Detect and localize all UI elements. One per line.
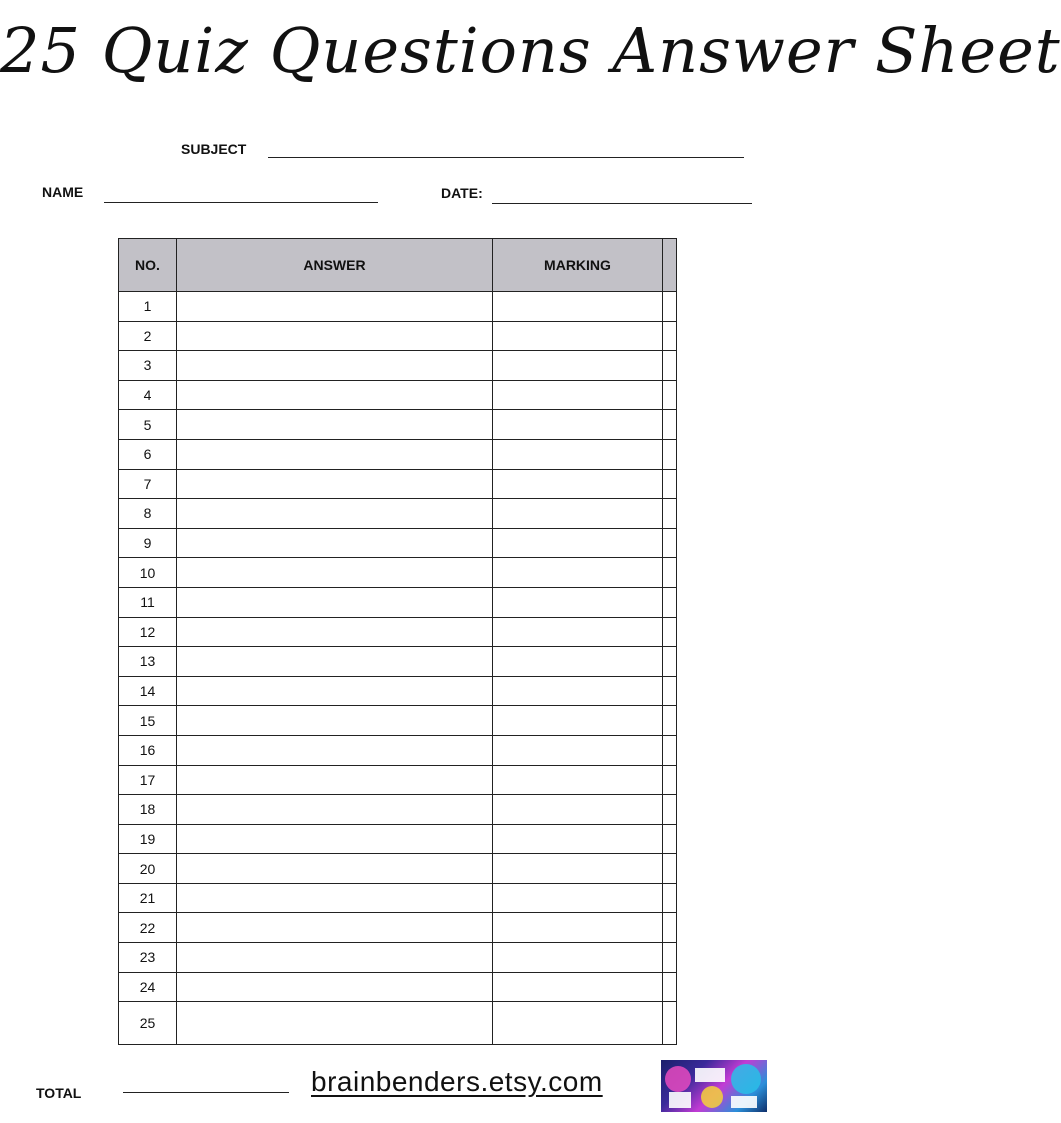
row-number: 9: [119, 528, 177, 558]
product-thumbnail-image: [661, 1060, 767, 1112]
table-row: [119, 854, 677, 884]
table-row: [119, 617, 677, 647]
marking-cell[interactable]: [493, 1002, 663, 1045]
marking-cell[interactable]: [493, 321, 663, 351]
table-body: [119, 292, 677, 1045]
table-header-row: [119, 239, 677, 292]
answer-cell[interactable]: [177, 883, 493, 913]
spacer-cell: [663, 587, 677, 617]
table-row: [119, 558, 677, 588]
row-number: 11: [119, 587, 177, 617]
answer-cell[interactable]: [177, 972, 493, 1002]
table-row: [119, 913, 677, 943]
spacer-cell: [663, 380, 677, 410]
spacer-cell: [663, 854, 677, 884]
spacer-cell: [663, 469, 677, 499]
answer-cell[interactable]: [177, 499, 493, 529]
spacer-cell: [663, 410, 677, 440]
table-row: [119, 795, 677, 825]
spacer-cell: [663, 676, 677, 706]
row-number: 22: [119, 913, 177, 943]
table-row: [119, 1002, 677, 1045]
row-number: 12: [119, 617, 177, 647]
row-number: 7: [119, 469, 177, 499]
spacer-cell: [663, 765, 677, 795]
answer-table: [118, 238, 677, 1045]
row-number: 3: [119, 351, 177, 381]
marking-cell[interactable]: [493, 913, 663, 943]
header-answer: ANSWER: [177, 239, 493, 292]
marking-cell[interactable]: [493, 499, 663, 529]
row-number: 25: [119, 1002, 177, 1045]
row-number: 15: [119, 706, 177, 736]
total-line[interactable]: [123, 1092, 289, 1093]
answer-cell[interactable]: [177, 617, 493, 647]
answer-cell[interactable]: [177, 528, 493, 558]
row-number: 8: [119, 499, 177, 529]
spacer-cell: [663, 972, 677, 1002]
table-row: [119, 499, 677, 529]
answer-cell[interactable]: [177, 647, 493, 677]
row-number: 4: [119, 380, 177, 410]
answer-cell[interactable]: [177, 676, 493, 706]
marking-cell[interactable]: [493, 380, 663, 410]
spacer-cell: [663, 913, 677, 943]
answer-cell[interactable]: [177, 587, 493, 617]
answer-cell[interactable]: [177, 765, 493, 795]
marking-cell[interactable]: [493, 972, 663, 1002]
spacer-cell: [663, 1002, 677, 1045]
name-line[interactable]: [104, 202, 378, 203]
table-row: [119, 883, 677, 913]
row-number: 18: [119, 795, 177, 825]
row-number: 14: [119, 676, 177, 706]
spacer-cell: [663, 795, 677, 825]
date-line[interactable]: [492, 203, 752, 204]
spacer-cell: [663, 883, 677, 913]
subject-line[interactable]: [268, 157, 744, 158]
row-number: 23: [119, 943, 177, 973]
name-label: NAME: [42, 184, 84, 200]
answer-cell[interactable]: [177, 410, 493, 440]
answer-cell[interactable]: [177, 292, 493, 322]
spacer-cell: [663, 558, 677, 588]
spacer-cell: [663, 706, 677, 736]
marking-cell[interactable]: [493, 765, 663, 795]
answer-cell[interactable]: [177, 1002, 493, 1045]
answer-cell[interactable]: [177, 351, 493, 381]
spacer-cell: [663, 499, 677, 529]
spacer-cell: [663, 528, 677, 558]
subject-label: SUBJECT: [181, 141, 247, 157]
table-row: [119, 380, 677, 410]
answer-cell[interactable]: [177, 854, 493, 884]
table-row: [119, 735, 677, 765]
table-row: [119, 943, 677, 973]
row-number: 19: [119, 824, 177, 854]
answer-cell[interactable]: [177, 558, 493, 588]
spacer-cell: [663, 943, 677, 973]
answer-cell[interactable]: [177, 735, 493, 765]
answer-cell[interactable]: [177, 439, 493, 469]
sheet-title: 25 Quiz Questions Answer Sheet: [0, 14, 1061, 87]
answer-cell[interactable]: [177, 824, 493, 854]
marking-cell[interactable]: [493, 439, 663, 469]
row-number: 20: [119, 854, 177, 884]
table-row: [119, 587, 677, 617]
marking-cell[interactable]: [493, 558, 663, 588]
marking-cell[interactable]: [493, 351, 663, 381]
table-row: [119, 706, 677, 736]
table-row: [119, 292, 677, 322]
table-row: [119, 410, 677, 440]
row-number: 1: [119, 292, 177, 322]
answer-cell[interactable]: [177, 913, 493, 943]
table-row: [119, 321, 677, 351]
marking-cell[interactable]: [493, 854, 663, 884]
marking-cell[interactable]: [493, 617, 663, 647]
total-label: TOTAL: [36, 1085, 82, 1101]
row-number: 10: [119, 558, 177, 588]
spacer-cell: [663, 439, 677, 469]
table-row: [119, 824, 677, 854]
answer-cell[interactable]: [177, 706, 493, 736]
spacer-cell: [663, 292, 677, 322]
header-marking: MARKING: [493, 239, 663, 292]
table-row: [119, 972, 677, 1002]
marking-cell[interactable]: [493, 883, 663, 913]
answer-cell[interactable]: [177, 469, 493, 499]
marking-cell[interactable]: [493, 824, 663, 854]
marking-cell[interactable]: [493, 469, 663, 499]
row-number: 16: [119, 735, 177, 765]
spacer-cell: [663, 735, 677, 765]
row-number: 2: [119, 321, 177, 351]
row-number: 24: [119, 972, 177, 1002]
spacer-cell: [663, 647, 677, 677]
spacer-cell: [663, 351, 677, 381]
spacer-cell: [663, 824, 677, 854]
header-no: NO.: [119, 239, 177, 292]
table-row: [119, 647, 677, 677]
answer-cell[interactable]: [177, 943, 493, 973]
row-number: 21: [119, 883, 177, 913]
website-link[interactable]: brainbenders.etsy.com: [311, 1066, 603, 1097]
answer-cell[interactable]: [177, 795, 493, 825]
table-row: [119, 676, 677, 706]
spacer-cell: [663, 617, 677, 647]
table-row: [119, 439, 677, 469]
answer-cell[interactable]: [177, 380, 493, 410]
table-row: [119, 469, 677, 499]
table-row: [119, 351, 677, 381]
answer-cell[interactable]: [177, 321, 493, 351]
marking-cell[interactable]: [493, 292, 663, 322]
marking-cell[interactable]: [493, 647, 663, 677]
spacer-cell: [663, 321, 677, 351]
row-number: 5: [119, 410, 177, 440]
marking-cell[interactable]: [493, 706, 663, 736]
marking-cell[interactable]: [493, 943, 663, 973]
row-number: 13: [119, 647, 177, 677]
table-row: [119, 528, 677, 558]
marking-cell[interactable]: [493, 795, 663, 825]
header-spacer: [663, 239, 677, 292]
row-number: 17: [119, 765, 177, 795]
row-number: 6: [119, 439, 177, 469]
table-row: [119, 765, 677, 795]
marking-cell[interactable]: [493, 528, 663, 558]
marking-cell[interactable]: [493, 676, 663, 706]
marking-cell[interactable]: [493, 587, 663, 617]
date-label: DATE:: [441, 185, 483, 201]
marking-cell[interactable]: [493, 735, 663, 765]
marking-cell[interactable]: [493, 410, 663, 440]
